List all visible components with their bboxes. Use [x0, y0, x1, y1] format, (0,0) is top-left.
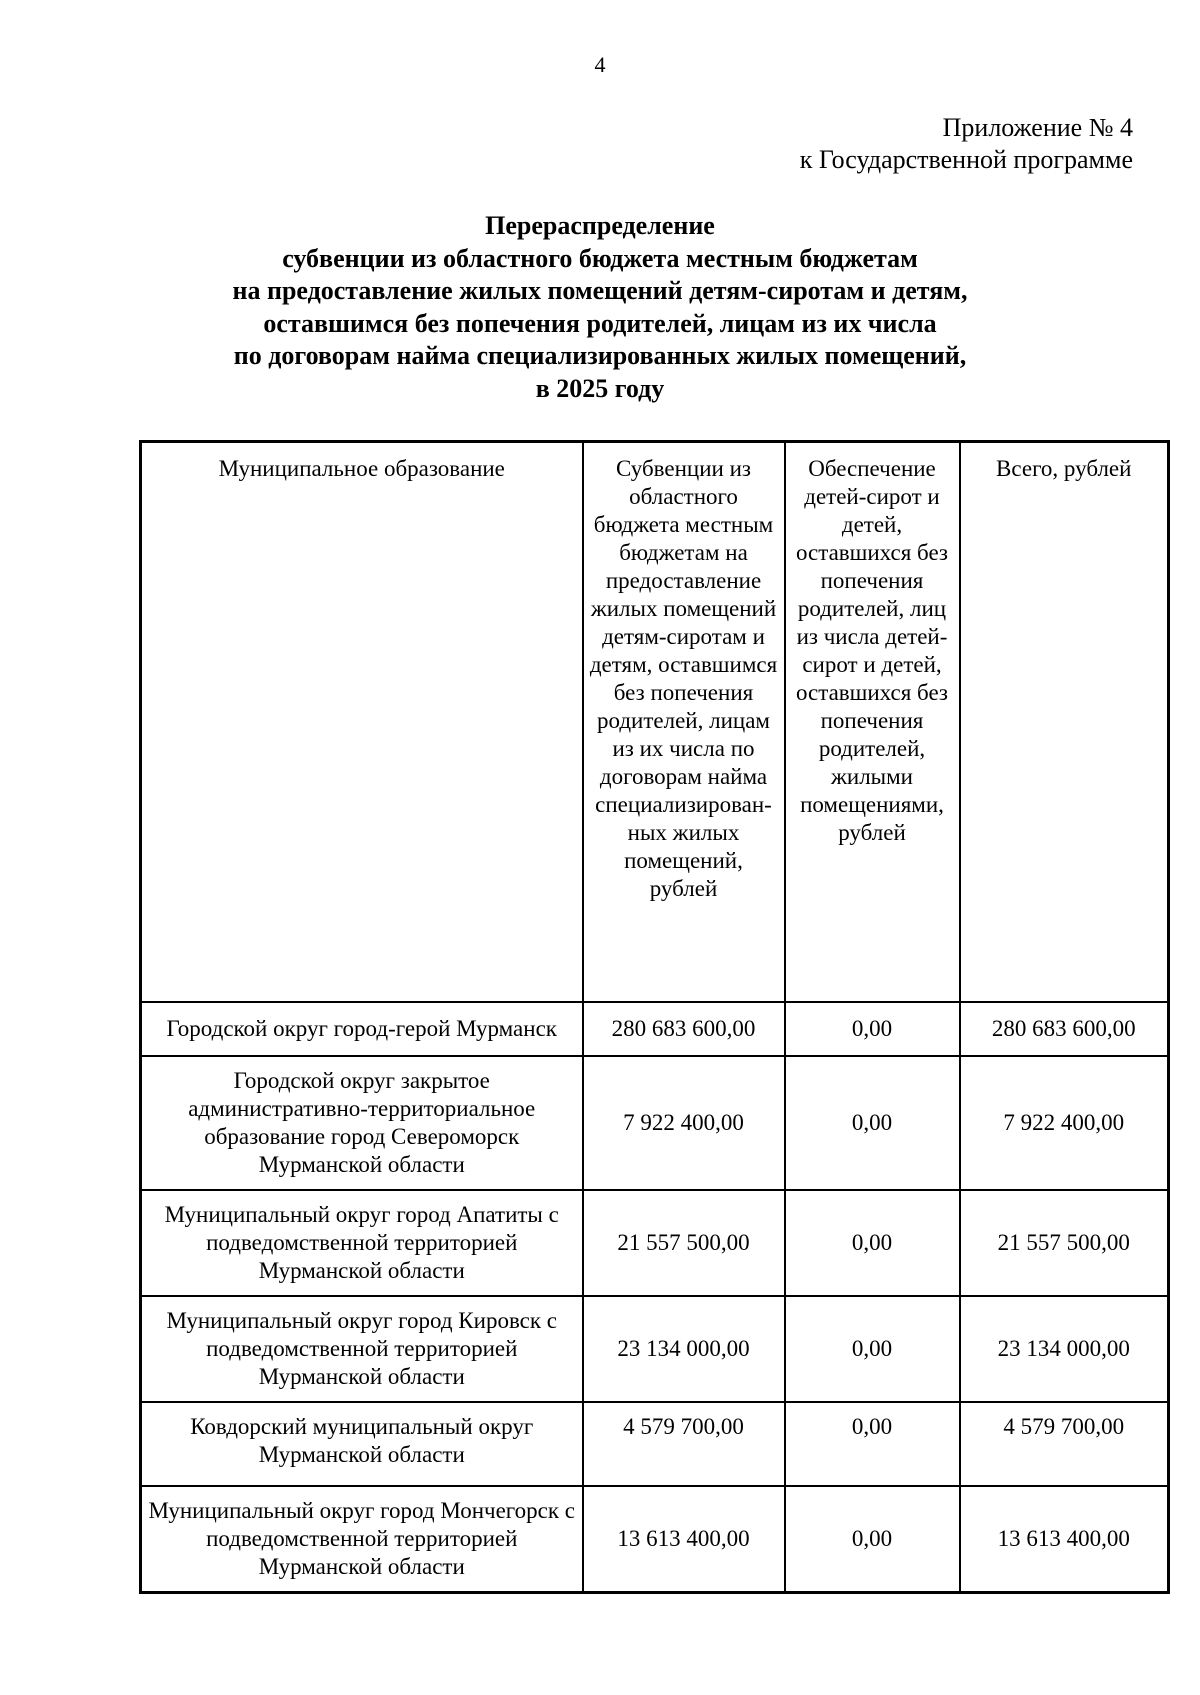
cell-total: 13 613 400,00: [960, 1486, 1169, 1593]
table-row: [141, 1190, 1169, 1296]
title-line-4: оставшимся без попечения родителей, лицам из их числа: [263, 308, 937, 338]
cell-municipality: Муниципальный округ город Апатиты с подведомственной территорией Мурманской области: [141, 1190, 583, 1296]
appendix-program: к Государственной программе: [799, 145, 1133, 174]
cell-municipality: Ковдорский муниципальный округ Мурманской области: [141, 1402, 583, 1486]
title-line-2: субвенции из областного бюджета местным бюджетам: [282, 243, 918, 273]
cell-provision: 0,00: [785, 1002, 960, 1056]
cell-total: 21 557 500,00: [960, 1190, 1169, 1296]
cell-total: 280 683 600,00: [960, 1002, 1169, 1056]
title-line-1: Перераспределение: [485, 211, 715, 240]
table-row: [141, 1296, 1169, 1402]
table-row: [141, 1056, 1169, 1190]
header-total: Всего, рублей: [960, 442, 1169, 1003]
header-provision: Обеспечение детей-сирот и детей, оставшихся без попечения родителей, лиц из числа детей-сирот и детей, оставшихся без попечения родителей, жилыми помещениями, рублей: [785, 442, 960, 1003]
appendix-reference: [800, 112, 1133, 176]
cell-provision: 0,00: [785, 1296, 960, 1402]
page-number: 4: [594, 52, 606, 77]
cell-total: 23 134 000,00: [960, 1296, 1169, 1402]
subsidy-table: [139, 440, 1170, 1594]
table-header-row: [141, 442, 1169, 1003]
cell-subvention: 23 134 000,00: [583, 1296, 785, 1402]
title-line-5: по договорам найма специализированных жилых помещений,: [233, 341, 967, 370]
cell-municipality: Муниципальный округ город Кировск с подведомственной территорией Мурманской области: [141, 1296, 583, 1402]
cell-provision: 0,00: [785, 1402, 960, 1486]
table-row: [141, 1002, 1169, 1056]
cell-subvention: 7 922 400,00: [583, 1056, 785, 1190]
title-line-3: на предоставление жилых помещений детям-сиротам и детям,: [232, 276, 968, 305]
cell-provision: 0,00: [785, 1486, 960, 1593]
cell-municipality: Городской округ город-герой Мурманск: [141, 1002, 583, 1056]
cell-subvention: 4 579 700,00: [583, 1402, 785, 1486]
cell-subvention: 21 557 500,00: [583, 1190, 785, 1296]
document-title: [0, 210, 1200, 405]
title-line-6: в 2025 году: [535, 373, 665, 403]
cell-provision: 0,00: [785, 1056, 960, 1190]
cell-subvention: 13 613 400,00: [583, 1486, 785, 1593]
table-row: [141, 1486, 1169, 1593]
cell-municipality: Муниципальный округ город Мончегорск с подведомственной территорией Мурманской области: [141, 1486, 583, 1593]
header-subvention: Субвенции из областного бюджета местным бюджетам на предоставление жилых помещений детям-сиротам и детям, оставшимся без попечения родителей, лицам из их числа по договорам найма специализирован-ных жилых помещений, рублей: [583, 442, 785, 1003]
cell-total: 7 922 400,00: [960, 1056, 1169, 1190]
cell-total: 4 579 700,00: [960, 1402, 1169, 1486]
table-row: [141, 1402, 1169, 1486]
appendix-number: Приложение № 4: [942, 113, 1133, 142]
cell-provision: 0,00: [785, 1190, 960, 1296]
cell-subvention: 280 683 600,00: [583, 1002, 785, 1056]
cell-municipality: Городской округ закрытое административно-территориальное образование город Североморск Мурманской области: [141, 1056, 583, 1190]
header-municipality: Муниципальное образование: [141, 442, 583, 1003]
